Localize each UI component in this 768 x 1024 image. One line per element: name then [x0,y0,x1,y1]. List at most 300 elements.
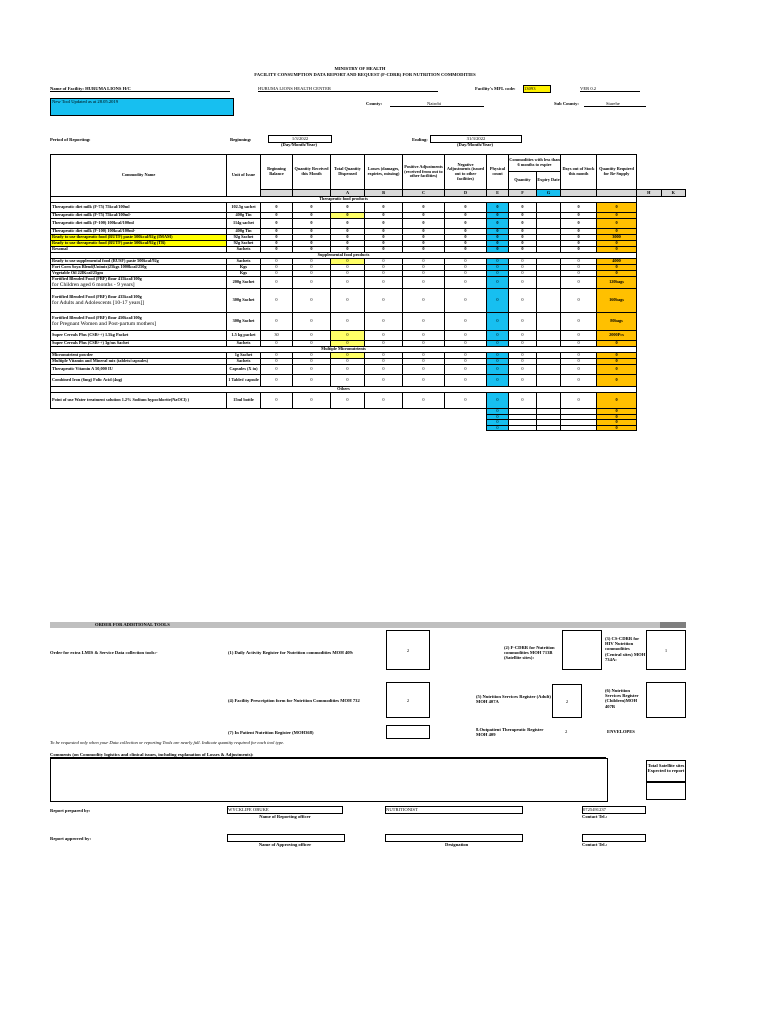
negative-adjustments-cell[interactable]: 0 [445,247,487,253]
expiry-quantity-cell[interactable]: 0 [509,359,537,365]
total-dispensed-cell[interactable]: 0 [331,271,365,277]
negative-adjustments-cell[interactable]: 0 [445,259,487,265]
expiry-quantity-cell[interactable]: 0 [509,219,537,229]
days-out-of-stock-cell[interactable]: 0 [561,277,597,289]
losses-cell[interactable]: 0 [365,365,403,375]
tool-item-2-qty[interactable] [562,630,602,670]
total-dispensed-cell[interactable]: 0 [331,277,365,289]
approver-designation-field[interactable] [385,834,523,842]
total-dispensed-cell[interactable]: 0 [331,375,365,387]
tool-item-3-qty[interactable]: 1 [646,630,686,670]
expiry-date-cell[interactable] [537,375,561,387]
losses-cell[interactable]: 0 [365,341,403,347]
physical-count-cell[interactable]: 0 [487,213,509,219]
positive-adjustments-cell[interactable]: 0 [403,277,445,289]
negative-adjustments-cell[interactable]: 0 [445,353,487,359]
tool-item-5-qty[interactable]: 2 [552,684,582,718]
total-dispensed-cell[interactable]: 0 [331,235,365,241]
physical-count-cell[interactable]: 0 [487,235,509,241]
positive-adjustments-cell[interactable]: 0 [403,235,445,241]
expiry-quantity-cell[interactable]: 0 [509,229,537,235]
tool-item-5-label: (5) Nutrition Services Register (Adult) MOH 407A [476,694,551,705]
negative-adjustments-cell[interactable]: 0 [445,277,487,289]
expiry-date-cell[interactable] [537,393,561,409]
positive-adjustments-cell[interactable]: 0 [403,265,445,271]
physical-count-cell[interactable]: 0 [487,375,509,387]
tool-updated-banner: New Tool Updated as at 28.05.2019 [50,98,234,116]
days-out-of-stock-cell[interactable]: 0 [561,359,597,365]
county-field[interactable]: Nairobi [390,101,484,107]
days-out-of-stock-cell[interactable]: 0 [561,203,597,213]
positive-adjustments-cell[interactable]: 0 [403,247,445,253]
county-label: County: [366,101,383,106]
beginning-balance-cell[interactable]: 0 [261,235,293,241]
envelopes-label: ENVELOPES [607,729,635,734]
expiry-quantity-cell[interactable]: 0 [509,203,537,213]
header-dispensed: Total Quantity Dispensed [331,155,365,190]
positive-adjustments-cell[interactable]: 0 [403,219,445,229]
positive-adjustments-cell[interactable]: 0 [403,375,445,387]
ending-date-field[interactable]: 31/3/2022 [430,135,522,143]
expiry-date-cell[interactable] [537,219,561,229]
approver-contact-field[interactable] [582,834,646,842]
mfl-label: Facility's MFL code: [475,86,516,91]
negative-adjustments-cell[interactable]: 0 [445,241,487,247]
losses-cell[interactable]: 0 [365,271,403,277]
empty-cell[interactable] [445,425,487,431]
physical-count-cell[interactable]: 0 [487,353,509,359]
beginning-balance-cell[interactable]: 0 [261,241,293,247]
expiry-quantity-cell[interactable]: 0 [509,375,537,387]
losses-cell[interactable]: 0 [365,235,403,241]
losses-cell[interactable]: 0 [365,277,403,289]
negative-adjustments-cell[interactable]: 0 [445,265,487,271]
expiry-date-cell[interactable] [537,277,561,289]
beginning-balance-cell[interactable]: 0 [261,277,293,289]
days-out-of-stock-cell[interactable]: 0 [561,353,597,359]
days-out-of-stock-cell[interactable]: 0 [561,241,597,247]
column-letter: E [487,190,509,197]
quantity-received-cell[interactable]: 0 [293,365,331,375]
commodity-name: Super Cereals Plus (CSB++) 3g/ms Sachet [51,341,227,347]
header-physical: Physical count [487,155,509,190]
designation-field[interactable]: NUTRITIONIST [385,806,523,814]
quantity-received-cell[interactable]: 0 [293,235,331,241]
required-quantity-cell[interactable]: 0 [597,213,637,219]
total-dispensed-cell[interactable]: 0 [331,331,365,341]
days-out-of-stock-cell[interactable]: 0 [561,235,597,241]
physical-count-cell[interactable]: 0 [487,277,509,289]
empty-cell[interactable] [365,425,403,431]
expiry-date-cell[interactable] [537,313,561,331]
expiry-quantity-cell[interactable]: 0 [509,353,537,359]
days-out-of-stock-cell[interactable]: 0 [561,271,597,277]
quantity-received-cell[interactable]: 0 [293,247,331,253]
required-quantity-cell[interactable]: 0 [597,375,637,387]
beginning-balance-cell[interactable]: 0 [261,247,293,253]
empty-cell[interactable] [561,425,597,431]
positive-adjustments-cell[interactable]: 0 [403,331,445,341]
positive-adjustments-cell[interactable]: 0 [403,271,445,277]
column-letter: C [403,190,445,197]
ministry-title: MINISTRY OF HEALTH [334,66,386,71]
approving-officer-caption: Name of Approving officer [258,842,312,847]
quantity-received-cell[interactable]: 0 [293,341,331,347]
negative-adjustments-cell[interactable]: 0 [445,331,487,341]
version-label: VER 0.2 [580,86,640,92]
empty-cell[interactable] [293,425,331,431]
quantity-received-cell[interactable]: 0 [293,203,331,213]
expiry-quantity-cell[interactable]: 0 [509,313,537,331]
header-days-out: Days out of Stock this month [561,155,597,190]
losses-cell[interactable]: 0 [365,265,403,271]
losses-cell[interactable]: 0 [365,359,403,365]
required-quantity-cell[interactable]: 120bags [597,277,637,289]
expiry-quantity-cell[interactable]: 0 [509,271,537,277]
positive-adjustments-cell[interactable]: 0 [403,213,445,219]
beginning-balance-cell[interactable]: 0 [261,353,293,359]
period-label: Period of Reporting: [50,137,91,142]
prepared-by-name[interactable]: WYCKLIFE OBUKE [227,806,343,814]
beginning-date-field[interactable]: 1/3/2022 [268,135,332,143]
commodity-name: Point of use Water treatment solution 1.2% Sodium hypochlorite(NaOCl) ) [51,393,227,409]
empty-cell[interactable] [537,425,561,431]
beginning-balance-cell[interactable]: 0 [261,289,293,313]
days-out-of-stock-cell[interactable]: 0 [561,313,597,331]
mfl-code-field[interactable]: 13093 [523,85,551,93]
expiry-quantity-cell[interactable]: 0 [509,365,537,375]
losses-cell[interactable]: 0 [365,259,403,265]
empty-cell[interactable]: 0 [597,414,637,420]
tool-item-7-qty[interactable] [386,725,430,739]
expiry-date-cell[interactable] [537,331,561,341]
total-dispensed-cell[interactable]: 0 [331,259,365,265]
empty-cell[interactable]: 0 [487,414,509,420]
comments-field[interactable] [50,758,608,802]
satellite-sites-field[interactable] [646,782,686,800]
quantity-received-cell[interactable]: 0 [293,277,331,289]
total-dispensed-cell[interactable]: 0 [331,313,365,331]
section-header: Multiple Micronutrients [51,347,637,353]
commodity-name: Therapeutic diet milk (F-100) 100kcal/100ml [51,219,227,229]
total-dispensed-cell[interactable]: 0 [331,241,365,247]
negative-adjustments-cell[interactable]: 0 [445,235,487,241]
beginning-balance-cell[interactable]: 0 [261,219,293,229]
quantity-received-cell[interactable]: 0 [293,331,331,341]
positive-adjustments-cell[interactable]: 0 [403,313,445,331]
header-expiry-group [509,155,561,190]
losses-cell[interactable]: 0 [365,331,403,341]
empty-cell[interactable]: 0 [487,420,509,426]
commodity-name: Resomal [51,247,227,253]
required-quantity-cell[interactable]: 4000 [597,259,637,265]
empty-cell[interactable] [227,425,261,431]
expiry-quantity-cell[interactable]: 0 [509,247,537,253]
losses-cell[interactable]: 0 [365,313,403,331]
negative-adjustments-cell[interactable]: 0 [445,341,487,347]
losses-cell[interactable]: 0 [365,241,403,247]
unit-of-issue: 400g Tin [227,213,261,219]
quantity-received-cell[interactable]: 0 [293,213,331,219]
positive-adjustments-cell[interactable]: 0 [403,203,445,213]
unit-of-issue: Sachets [227,341,261,347]
beginning-date-format: (Day/Month/Year) [281,142,317,147]
negative-adjustments-cell[interactable]: 0 [445,271,487,277]
days-out-of-stock-cell[interactable]: 0 [561,213,597,219]
quantity-received-cell[interactable]: 0 [293,393,331,409]
required-quantity-cell[interactable]: 0 [597,353,637,359]
empty-cell[interactable]: 0 [487,425,509,431]
expiry-date-cell[interactable] [537,289,561,313]
required-quantity-cell[interactable]: 0 [597,271,637,277]
required-quantity-cell[interactable]: 0 [597,341,637,347]
ending-label: Ending: [412,137,428,142]
beginning-balance-cell[interactable]: 0 [261,265,293,271]
empty-cell[interactable] [261,425,293,431]
expiry-quantity-cell[interactable]: 0 [509,235,537,241]
required-quantity-cell[interactable]: 0 [597,241,637,247]
tool-item-1-qty[interactable]: 2 [386,630,430,670]
empty-cell[interactable]: 0 [597,409,637,415]
tool-item-6-qty[interactable] [646,682,686,718]
empty-cell[interactable]: 0 [487,409,509,415]
empty-cell[interactable]: 0 [597,425,637,431]
total-dispensed-cell[interactable]: 0 [331,359,365,365]
total-dispensed-cell[interactable]: 0 [331,289,365,313]
physical-count-cell[interactable]: 0 [487,247,509,253]
expiry-quantity-cell[interactable]: 0 [509,341,537,347]
physical-count-cell[interactable]: 0 [487,331,509,341]
quantity-received-cell[interactable]: 0 [293,219,331,229]
expiry-date-cell[interactable] [537,365,561,375]
expiry-quantity-cell[interactable]: 0 [509,213,537,219]
expiry-quantity-cell[interactable]: 0 [509,393,537,409]
days-out-of-stock-cell[interactable]: 0 [561,341,597,347]
beginning-balance-cell[interactable]: 0 [261,359,293,365]
physical-count-cell[interactable]: 0 [487,203,509,213]
losses-cell[interactable]: 0 [365,289,403,313]
tool-item-3-label: (3) CS-CDRR for HIV Nutrition commodities (Central sites) MOH 734A: [605,636,646,662]
unit-of-issue: 400g Tin [227,229,261,235]
physical-count-cell[interactable]: 0 [487,265,509,271]
tools-order-label: Order for extra LMIS & Service Data collection tools:- [50,650,158,655]
required-quantity-cell[interactable]: 0 [597,229,637,235]
quantity-received-cell[interactable]: 0 [293,229,331,235]
days-out-of-stock-cell[interactable]: 0 [561,289,597,313]
section-header: Therapeutic food products [51,197,637,203]
total-dispensed-cell[interactable]: 0 [331,247,365,253]
total-dispensed-cell[interactable]: 0 [331,265,365,271]
required-quantity-cell[interactable]: 0 [597,203,637,213]
tools-title: ORDER FOR ADDITIONAL TOOLS [95,622,170,627]
physical-count-cell[interactable]: 0 [487,259,509,265]
expiry-quantity-cell[interactable]: 0 [509,277,537,289]
negative-adjustments-cell[interactable]: 0 [445,219,487,229]
total-dispensed-cell[interactable]: 0 [331,213,365,219]
negative-adjustments-cell[interactable]: 0 [445,289,487,313]
table-row [51,313,686,331]
positive-adjustments-cell[interactable]: 0 [403,259,445,265]
expiry-quantity-cell[interactable]: 0 [509,259,537,265]
positive-adjustments-cell[interactable]: 0 [403,341,445,347]
beginning-balance-cell[interactable]: 0 [261,229,293,235]
quantity-received-cell[interactable]: 0 [293,265,331,271]
expiry-quantity-cell[interactable]: 0 [509,241,537,247]
physical-count-cell[interactable]: 0 [487,289,509,313]
days-out-of-stock-cell[interactable]: 0 [561,229,597,235]
days-out-of-stock-cell[interactable]: 0 [561,331,597,341]
days-out-of-stock-cell[interactable]: 0 [561,375,597,387]
empty-cell[interactable] [509,425,537,431]
commodity-table [50,154,686,431]
required-quantity-cell[interactable]: 2000Pcs [597,331,637,341]
required-quantity-cell[interactable]: 3000 [597,235,637,241]
physical-count-cell[interactable]: 0 [487,241,509,247]
tool-item-4-qty[interactable]: 2 [386,682,430,718]
quantity-received-cell[interactable]: 0 [293,353,331,359]
empty-cell[interactable]: 0 [597,420,637,426]
positive-adjustments-cell[interactable]: 0 [403,229,445,235]
quantity-received-cell[interactable]: 0 [293,259,331,265]
tools-note: To be requested only when your Data collection or reporting Tools are nearly full. Indicate quantity required for each tool type. [50,740,285,745]
unit-of-issue: Sachets [227,259,261,265]
total-dispensed-cell[interactable]: 0 [331,341,365,347]
quantity-received-cell[interactable]: 0 [293,289,331,313]
quantity-received-cell[interactable]: 0 [293,375,331,387]
beginning-balance-cell[interactable]: 0 [261,203,293,213]
expiry-date-cell[interactable] [537,203,561,213]
beginning-balance-cell[interactable]: 0 [261,271,293,277]
expiry-quantity-cell[interactable]: 0 [509,331,537,341]
beginning-balance-cell[interactable]: 0 [261,375,293,387]
positive-adjustments-cell[interactable]: 0 [403,359,445,365]
total-dispensed-cell[interactable]: 0 [331,365,365,375]
total-dispensed-cell[interactable]: 0 [331,353,365,359]
column-letter: D [445,190,487,197]
required-quantity-cell[interactable]: 160bags [597,289,637,313]
days-out-of-stock-cell[interactable]: 0 [561,219,597,229]
beginning-balance-cell[interactable]: 0 [261,365,293,375]
days-out-of-stock-cell[interactable]: 0 [561,265,597,271]
column-letter: A [331,190,365,197]
negative-adjustments-cell[interactable]: 0 [445,213,487,219]
days-out-of-stock-cell[interactable]: 0 [561,247,597,253]
quantity-received-cell[interactable]: 0 [293,359,331,365]
days-out-of-stock-cell[interactable]: 0 [561,365,597,375]
physical-count-cell[interactable]: 0 [487,229,509,235]
contact-field[interactable]: 0725491237 [582,806,646,814]
losses-cell[interactable]: 0 [365,353,403,359]
losses-cell[interactable]: 0 [365,393,403,409]
quantity-received-cell[interactable]: 0 [293,313,331,331]
beginning-balance-cell[interactable]: 0 [261,341,293,347]
physical-count-cell[interactable]: 0 [487,359,509,365]
tool-item-7-label: (7) In Patient Nutrition Register (MOH368) [228,730,314,735]
empty-cell[interactable] [403,425,445,431]
required-quantity-cell[interactable]: 80bags [597,313,637,331]
total-dispensed-cell[interactable]: 0 [331,203,365,213]
positive-adjustments-cell[interactable]: 0 [403,353,445,359]
required-quantity-cell[interactable]: 0 [597,219,637,229]
table-row [51,219,686,229]
positive-adjustments-cell[interactable]: 0 [403,241,445,247]
negative-adjustments-cell[interactable]: 0 [445,365,487,375]
physical-count-cell[interactable]: 0 [487,365,509,375]
approved-by-label: Report approved by: [50,836,92,841]
beginning-balance-cell[interactable]: 0 [261,259,293,265]
beginning-balance-cell[interactable]: 0 [261,393,293,409]
negative-adjustments-cell[interactable]: 0 [445,359,487,365]
column-letter [597,190,637,197]
total-dispensed-cell[interactable]: 0 [331,219,365,229]
table-row [51,365,686,375]
required-quantity-cell[interactable]: 0 [597,265,637,271]
total-dispensed-cell[interactable]: 0 [331,393,365,409]
physical-count-cell[interactable]: 0 [487,313,509,331]
losses-cell[interactable]: 0 [365,219,403,229]
empty-cell[interactable] [331,425,365,431]
subcounty-field[interactable]: Starehe [584,101,646,107]
required-quantity-cell[interactable]: 0 [597,247,637,253]
losses-cell[interactable]: 0 [365,229,403,235]
column-letter [561,190,597,197]
physical-count-cell[interactable]: 0 [487,219,509,229]
positive-adjustments-cell[interactable]: 0 [403,393,445,409]
quantity-received-cell[interactable]: 0 [293,241,331,247]
empty-cell[interactable] [51,425,227,431]
physical-count-cell[interactable]: 0 [487,393,509,409]
commodity-name [51,289,227,313]
beginning-balance-cell[interactable]: 30 [261,331,293,341]
negative-adjustments-cell[interactable]: 0 [445,393,487,409]
negative-adjustments-cell[interactable]: 0 [445,313,487,331]
required-quantity-cell[interactable]: 0 [597,365,637,375]
commodity-name-line: Fortified Blended Food (FBF) flour 450kcal/100g [52,315,142,321]
commodity-name: Multiple Vitamin and Mineral mix (tablets/capsules) [51,359,227,365]
column-letter: F [509,190,537,197]
losses-cell[interactable]: 0 [365,375,403,387]
approved-by-name[interactable] [227,834,345,842]
positive-adjustments-cell[interactable]: 0 [403,289,445,313]
losses-cell[interactable]: 0 [365,203,403,213]
required-quantity-cell[interactable]: 0 [597,359,637,365]
expiry-quantity-cell[interactable]: 0 [509,289,537,313]
facility-name-value[interactable]: HURUMA LIONS HEALTH CENTER [258,86,438,92]
table-row [51,289,686,313]
losses-cell[interactable]: 0 [365,213,403,219]
positive-adjustments-cell[interactable]: 0 [403,365,445,375]
quantity-received-cell[interactable]: 0 [293,271,331,277]
beginning-balance-cell[interactable]: 0 [261,213,293,219]
tool-item-2-label: (2) F-CDRR for Nutrition commodities MOH 713B (Satellite sites): [504,645,555,661]
total-dispensed-cell[interactable]: 0 [331,229,365,235]
physical-count-cell[interactable]: 0 [487,341,509,347]
unit-of-issue: Sachets [227,247,261,253]
physical-count-cell[interactable]: 0 [487,271,509,277]
expiry-quantity-cell[interactable]: 0 [509,265,537,271]
negative-adjustments-cell[interactable]: 0 [445,375,487,387]
losses-cell[interactable]: 0 [365,247,403,253]
negative-adjustments-cell[interactable]: 0 [445,203,487,213]
negative-adjustments-cell[interactable]: 0 [445,229,487,235]
table-row [51,375,686,387]
tool-item-8-qty[interactable]: 2 [565,729,568,734]
beginning-balance-cell[interactable]: 0 [261,313,293,331]
required-quantity-cell[interactable]: 0 [597,393,637,409]
days-out-of-stock-cell[interactable]: 0 [561,259,597,265]
empty-row [51,425,686,431]
days-out-of-stock-cell[interactable]: 0 [561,393,597,409]
